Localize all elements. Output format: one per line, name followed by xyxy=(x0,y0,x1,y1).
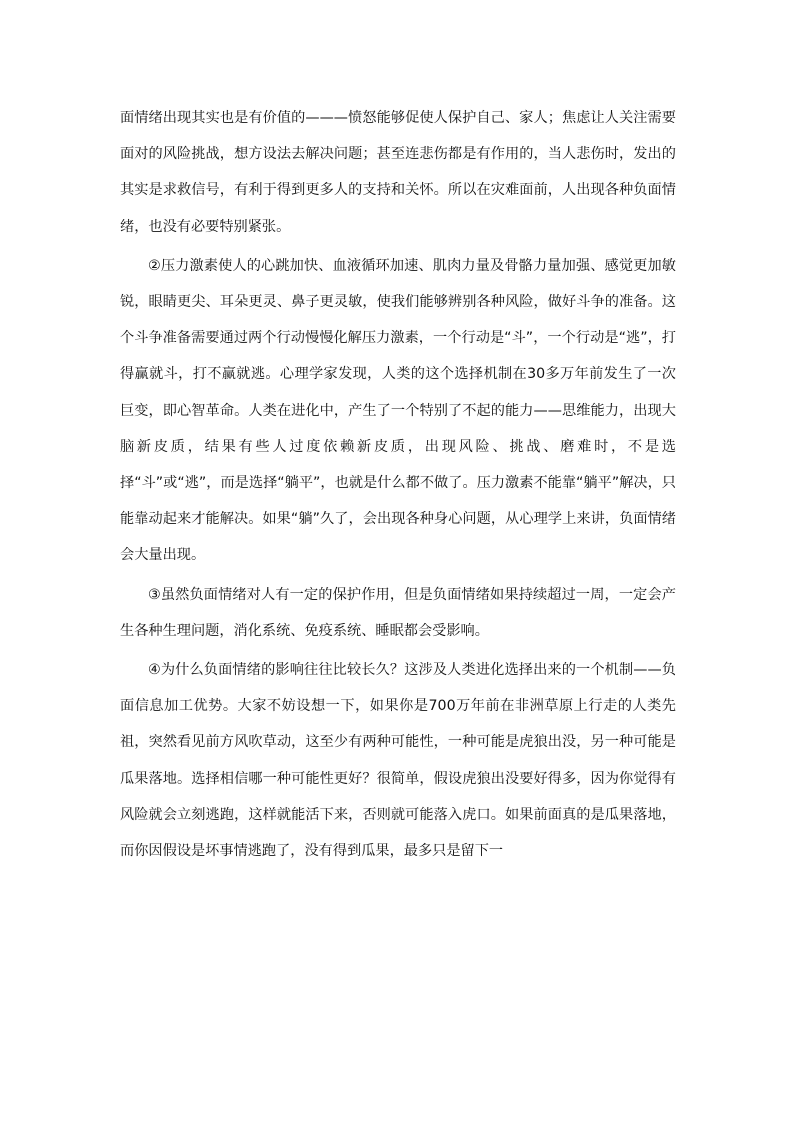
article-body xyxy=(120,100,676,872)
paragraph-2: ②压力激素使人的心跳加快、血液循环加速、肌肉力量及骨骼力量加强、感觉更加敏锐，眼睛更尖、耳朵更灵、鼻子更灵敏，使我们能够辨别各种风险，做好斗争的准备。这个斗争准备需要通过两个行动慢慢化解压力激素，一个行动是“斗”，一个行动是“逃”，打得赢就斗，打不赢就逃。心理学家发现，人类的这个选择机制在30多万年前发生了一次巨变，即心智革命。人类在进化中，产生了一个特别了不起的能力——思维能力，出现大脑新皮质，结果有些人过度依赖新皮质，出现风险、挑战、磨难时，不是选择“斗”或“逃”，而是选择“躺平”，也就是什么都不做了。压力激素不能靠“躺平”解决，只能靠动起来才能解决。如果“躺”久了，会出现各种身心问题，从心理学上来讲，负面情绪会大量出现。 xyxy=(120,257,676,564)
paragraph-4: ④为什么负面情绪的影响往往比较长久？这涉及人类进化选择出来的一个机制——负面信息加工优势。大家不妨设想一下，如果你是700万年前在非洲草原上行走的人类先祖，突然看见前方风吹草动，这至少有两种可能性，一种可能是虎狼出没，另一种可能是瓜果落地。选择相信哪一种可能性更好？很简单，假设虎狼出没要好得多，因为你觉得有风险就会立刻逃跑，这样就能活下来，否则就可能落入虎口。如果前面真的是瓜果落地，而你因假设是坏事情逃跑了，没有得到瓜果，最多只是留下一 xyxy=(120,662,676,860)
paragraph-continuation: 面情绪出现其实也是有价值的———愤怒能够促使人保护自己、家人；焦虑让人关注需要面对的风险挑战，想方设法去解决问题；甚至连悲伤都是有作用的，当人悲伤时，发出的其实是求救信号，有利于得到更多人的支持和关怀。所以在灾难面前，人出现各种负面情绪，也没有必要特别紧张。 xyxy=(120,110,676,235)
paragraph-3: ③虽然负面情绪对人有一定的保护作用，但是负面情绪如果持续超过一周，一定会产生各种生理问题，消化系统、免疫系统、睡眠都会受影响。 xyxy=(120,586,676,639)
